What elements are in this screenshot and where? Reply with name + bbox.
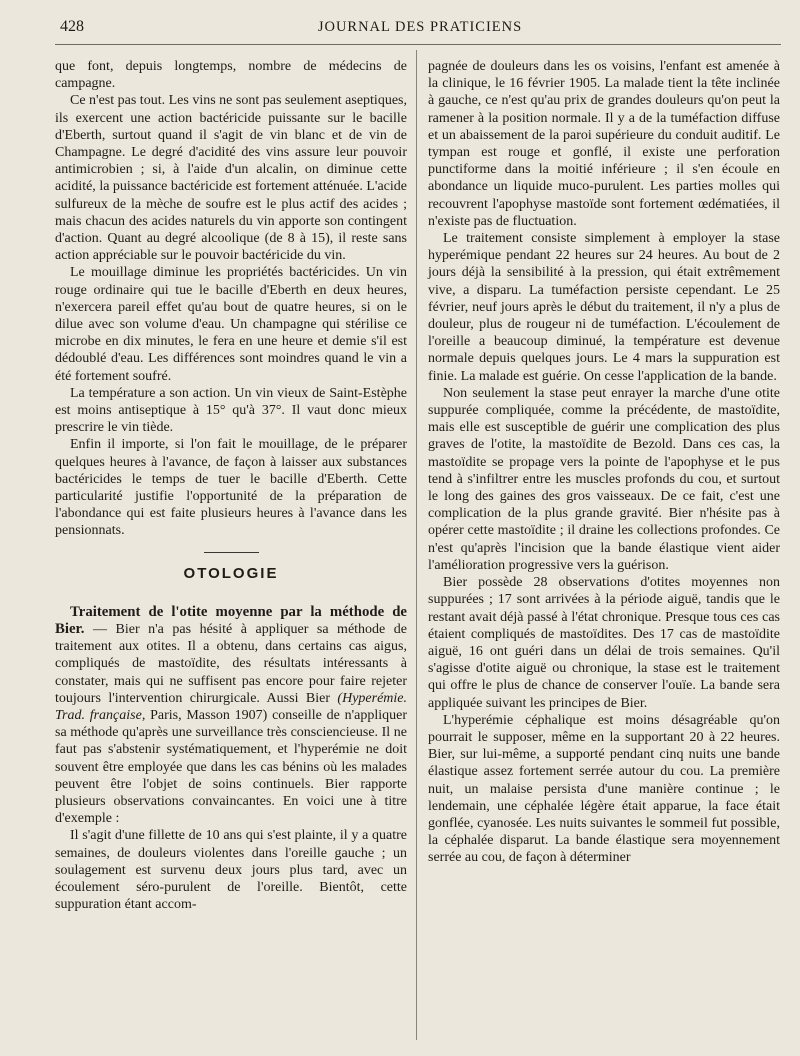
paragraph: La température a son action. Un vin vieux de Saint-Estèphe est moins antiseptique à 15° qu'à 37°. Il vaut donc mieux prescrire le vin tiède. [55, 385, 407, 436]
paragraph: pagnée de douleurs dans les os voisins, l'enfant est amenée à la clinique, le 16 février 1905. La malade tient la tête inclinée à gauche, ce n'est qu'au prix de grandes douleurs qu'on peut la ramener à la position normale. Il y a de la tuméfaction diffuse et un abaissement de la paroi supérieure du conduit auditif. Le tympan est rouge et gonflé, il existe une perforation punctiforme dans la moitié inférieure ; il s'en écoule en abondance un liquide muco-purulent. Les parties molles qui recouvrent l'apophyse mastoïde sont fortement œdématiées, il n'existe pas de fluctuation. [428, 59, 780, 229]
paragraph: Non seulement la stase peut enrayer la marche d'une otite suppurée compliquée, comme la précédente, de mastoïdite, mais elle est susceptible de guérir une complication des plus graves de l'otite, la mastoïdite de Bezold. Dans ces cas, la mastoïdite se propage vers la pointe de l'apophyse et le pus tend à s'infiltrer entre les muscles profonds du cou, et surtout le long des gaines des gros vaisseaux. De ce fait, c'est une complication de la plus grande gravité. Bier n'hésite pas à opérer cette mastoïdite ; il draine les collections profondes. Ce n'est qu'après l'incision que la bande élastique vient aider l'amélioration progressive vers la guérison. [428, 385, 780, 573]
section-separator [204, 552, 259, 553]
article-intro-rest: Paris, Masson 1907) conseille de n'appliquer sa méthode qu'après une surveillance très consciencieuse. Il ne faut pas s'abstenir systématiquement, et l'hyperémie ne doit souvent être employée que dans les cas bénins où les malades peuvent être l'objet de soins continuels. Bier rapporte plusieurs observations convaincantes. En voici une à titre d'exemple : [55, 707, 407, 827]
article-citation: (Hyperémie. Trad. française, [55, 690, 407, 723]
paragraph: L'hyperémie céphalique est moins désagréable qu'on pourrait le supposer, même en la supportant 20 à 22 heures. Bier, sur lui-même, a supporté pendant cinq nuits une bande élastique assez fortement serrée autour du cou. La première nuit, un malaise persista d'une manière continue ; le lendemain, une céphalée légère était apparue, la face était gonflée, cyanosée. Les nuits suivantes le sommeil fut possible, la céphalée disparut. La bande élastique sera moyennement serrée au cou, de façon à déterminer [428, 712, 780, 866]
paragraph: Le traitement consiste simplement à employer la stase hyperémique pendant 22 heures sur 24 heures. Au bout de 2 jours déjà la sensibilité à la pression, qui était extrêmement vive, a disparu. La tuméfaction persiste cependant. Le 25 février, neuf jours après le début du traitement, il n'y a plus de douleur, plus de rougeur ni de tuméfaction. L'écoulement de l'oreille a beaucoup diminué, la température est devenue normale depuis quelques jours. Le 4 mars la suppuration est finie. La malade est guérie. On cesse l'application de la bande. [428, 231, 780, 384]
paragraph: Ce n'est pas tout. Les vins ne sont pas seulement aseptiques, ils exercent une action bactéricide puissante sur le bacille d'Eberth, surtout quand il s'agit de vin blanc et de vin de Champagne. Le degré d'acidité des vins assure leur pouvoir antimicrobien ; si, à l'aide d'un alcalin, on diminue cette acidité, la puissance bactéricide est fortement atténuée. L'acide sulfureux de la mèche de soufre est le plus actif des acides ; mais chacun des acides naturels du vin apporte son contingent d'action. Quant au degré alcoolique (de 8 à 15), il reste sans action appréciable sur le pouvoir bactéricide du vin. [55, 93, 407, 264]
journal-title: JOURNAL DES PRATICIENS [317, 19, 523, 35]
paragraph: Bier possède 28 observations d'otites moyennes non suppurées ; 17 sont arrivées à la période aiguë, tandis que le restant avait déjà passé à l'état chronique. Presque tous ces cas étaient compliqués de mastoïdites. Des 17 cas de mastoïdite aiguë, 16 ont guéri dans un délai de trois semaines. Qu'il s'agisse d'otite aiguë ou chronique, la stase est le traitement qui offre le plus de chance de conserver l'ouïe. La bande sera appliquée suivant les principes de Bier. [428, 575, 780, 711]
running-header [60, 18, 780, 40]
paragraph: Il s'agit d'une fillette de 10 ans qui s'est plainte, il y a quatre semaines, de douleurs violentes dans l'oreille gauche ; un soulagement est survenu deux jours plus tard, avec un écoulement séro-purulent de l'oreille. Bientôt, cette suppuration étant accom- [55, 828, 407, 913]
left-column [55, 58, 407, 913]
article-intro: — Bier n'a pas hésité à appliquer sa méthode de traitement aux otites. Il a obtenu, dans certains cas aigus, compliqués de mastoïdite, des résultats intéressants à constater, mais qui ne suffisent pas encore pour faire rejeter toujours l'intervention chirurgicale. Aussi Bier [55, 621, 407, 706]
paragraph: que font, depuis longtemps, nombre de médecins de campagne. [55, 59, 407, 92]
section-heading: OTOLOGIE [183, 564, 279, 582]
article-title: Traitement de l'otite moyenne par la méthode de Bier. [55, 603, 407, 637]
paragraph: Le mouillage diminue les propriétés bactéricides. Un vin rouge ordinaire qui tue le bacille d'Eberth en deux heures, n'exercera pareil effet qu'au bout de quatre heures, si on le dilue avec son volume d'eau. Un champagne qui stérilise ce microbe en dix minutes, le fera en une heure et demie s'il est dédoublé d'eau. Les différences sont moindres quand le vin a été fortement soufré. [55, 265, 407, 384]
paragraph: Enfin il importe, si l'on fait le mouillage, de le préparer quelques heures à l'avance, de façon à laisser aux substances bactéricides le temps de tuer le bacille d'Eberth. Cette particularité justifie l'opportunité de la préparation de l'abondance qui est faite plusieurs heures à l'avance dans les pensionnats. [55, 437, 407, 539]
page-number: 428 [60, 18, 84, 35]
right-column [428, 58, 780, 867]
header-rule [55, 44, 781, 45]
article-paragraph [55, 604, 407, 828]
column-divider [416, 50, 417, 1040]
